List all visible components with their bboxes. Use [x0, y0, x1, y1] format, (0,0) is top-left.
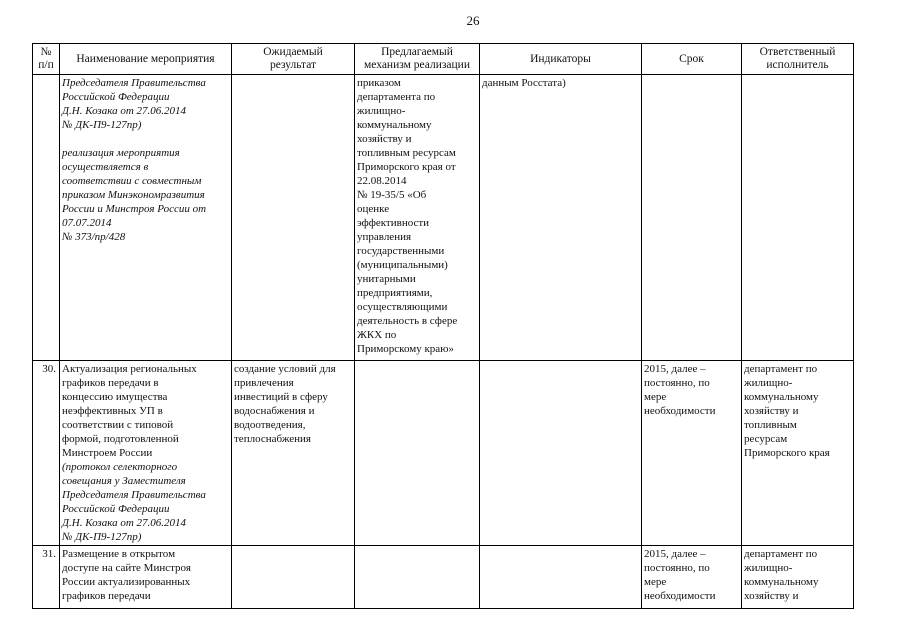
cell-indicators	[480, 361, 642, 546]
cell-term: 2015, далее – постоянно, по мере необходимости	[642, 546, 742, 609]
measure-name-text: Актуализация региональных графиков передачи в концессию имущества неэффективных УП в соответствии с типовой формой, подготовленной Минстроем России	[62, 363, 197, 459]
measures-table	[32, 43, 854, 609]
header-executor: Ответственный исполнитель	[742, 44, 854, 75]
cell-executor: департамент по жилищно- коммунальному хозяйству и топливным ресурсам Приморского края	[742, 361, 854, 546]
measure-name-reference: (протокол селекторного совещания у Заместителя Председателя Правительства Российской Федерации Д.Н. Козака от 27.06.2014 № ДК-П9-127пр)	[62, 461, 206, 543]
header-indicators: Индикаторы	[480, 44, 642, 75]
header-expected-result: Ожидаемый результат	[232, 44, 355, 75]
header-number: № п/п	[33, 44, 60, 75]
cell-number	[33, 75, 60, 361]
cell-term: 2015, далее – постоянно, по мере необходимости	[642, 361, 742, 546]
table-row-continued	[33, 75, 854, 361]
page-number: 26	[466, 13, 480, 28]
cell-executor	[742, 75, 854, 361]
cell-number: 30.	[33, 361, 60, 546]
cell-executor: департамент по жилищно- коммунальному хозяйству и	[742, 546, 854, 609]
cell-mechanism	[355, 361, 480, 546]
cell-measure-name: Председателя Правительства Российской Федерации Д.Н. Козака от 27.06.2014 № ДК-П9-127пр) реализация мероприятия осуществляется в соответствии с совместным приказом Минэкономразвития России и Минстроя России от 07.07.2014 № 373/пр/428	[60, 75, 232, 361]
header-term: Срок	[642, 44, 742, 75]
table-header-row	[33, 44, 854, 75]
cell-expected-result	[232, 75, 355, 361]
cell-indicators	[480, 546, 642, 609]
cell-mechanism	[355, 546, 480, 609]
cell-indicators: данным Росстата)	[480, 75, 642, 361]
cell-measure-name	[60, 361, 232, 546]
cell-term	[642, 75, 742, 361]
cell-number: 31.	[33, 546, 60, 609]
table-row-30	[33, 361, 854, 546]
cell-measure-name: Размещение в открытом доступе на сайте Минстроя России актуализированных графиков передачи	[60, 546, 232, 609]
header-measure-name: Наименование мероприятия	[60, 44, 232, 75]
table-row-31	[33, 546, 854, 609]
header-mechanism: Предлагаемый механизм реализации	[355, 44, 480, 75]
cell-expected-result: создание условий для привлечения инвестиций в сферу водоснабжения и водоотведения, теплоснабжения	[232, 361, 355, 546]
cell-mechanism: приказом департамента по жилищно- коммунальному хозяйству и топливным ресурсам Приморского края от 22.08.2014 № 19-35/5 «Об оценке эффективности управления государственными (муниципальными) унитарными предприятиями, осуществляющими деятельность в сфере ЖКХ по Приморскому краю»	[355, 75, 480, 361]
cell-expected-result	[232, 546, 355, 609]
